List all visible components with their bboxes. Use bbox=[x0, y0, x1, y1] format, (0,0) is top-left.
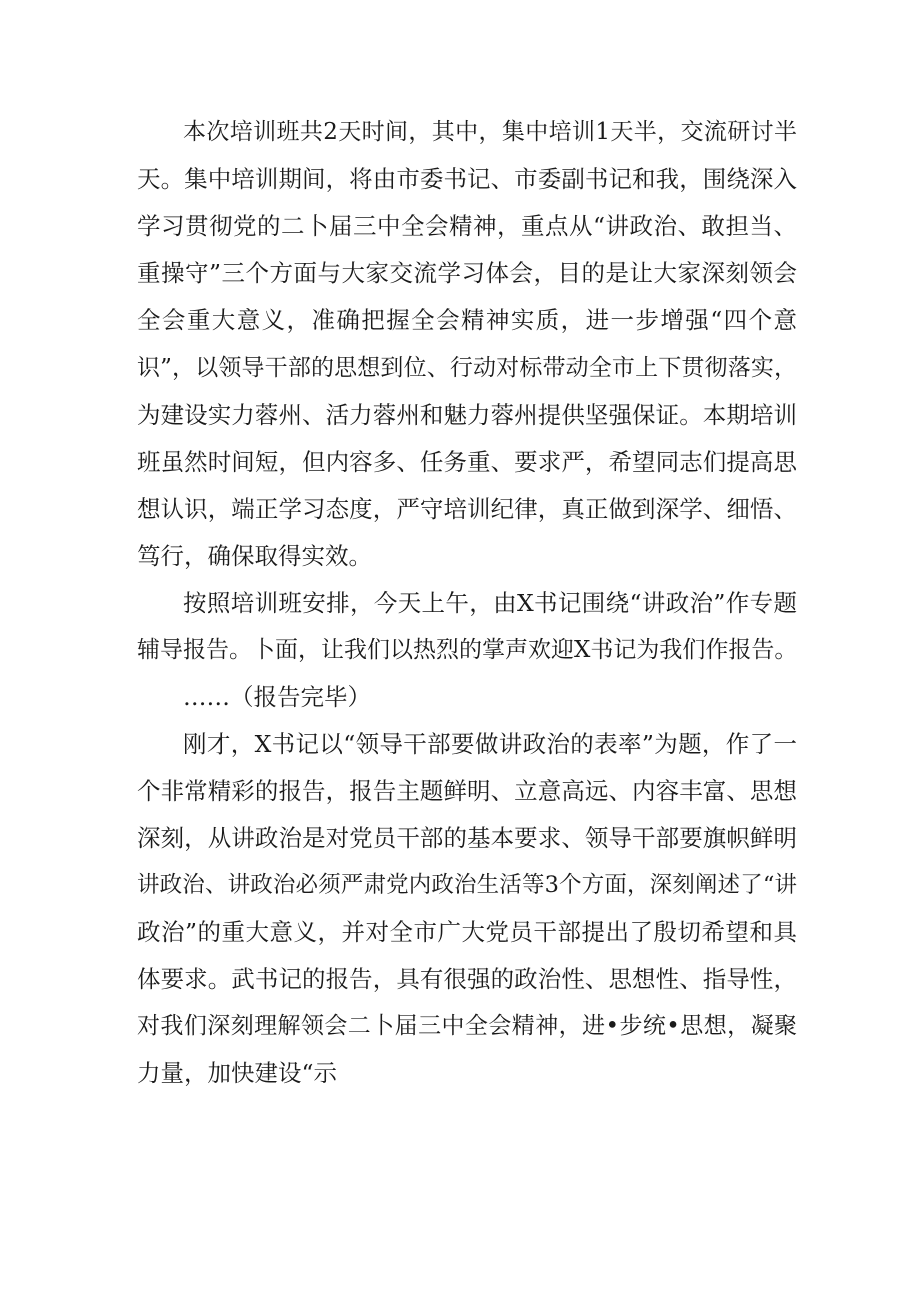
text-line: 个非常精彩的报告，报告主题鲜明、立意高远、内容丰富、思想 bbox=[137, 777, 797, 805]
text-line: 讲政治、讲政治必须严肃党内政治生活等3个方面，深刻阐述了“讲 bbox=[137, 872, 797, 898]
text-line: 辅导报告。卜面，让我们以热烈的掌声欢迎X书记为我们作报告。 bbox=[137, 637, 798, 663]
text-line: 全会重大意义，准确把握全会精神实质，进一步增强“四个意 bbox=[137, 306, 797, 334]
text-line: 对我们深刻理解领会二卜届三中全会精神，进•步统•思想，凝聚 bbox=[137, 1013, 797, 1039]
text-line: 学习贯彻党的二卜届三中全会精神，重点从“讲政治、敢担当、 bbox=[137, 212, 797, 240]
text-line: 班虽然时间短，但内容多、任务重、要求严，希望同志们提高思 bbox=[137, 448, 797, 476]
text-line: ……（报告完毕） bbox=[183, 683, 371, 711]
text-line: 识”，以领导干部的思想到位、行动对标带动全市上下贯彻落实， bbox=[137, 355, 797, 381]
text-line: 刚才，X书记以“领导干部要做讲政治的表率”为题，作了一 bbox=[183, 730, 797, 758]
text-line: 重操守”三个方面与大家交流学习体会，目的是让大家深刻领会 bbox=[137, 259, 797, 287]
text-line: 政治”的重大意义，并对全市广大党员干部提出了殷切希望和具 bbox=[137, 918, 797, 946]
text-line: 天。集中培训期间，将由市委书记、市委副书记和我，围绕深入 bbox=[137, 165, 797, 193]
text-line: 深刻，从讲政治是对党员干部的基本要求、领导干部要旗帜鲜明 bbox=[137, 824, 797, 852]
text-line: 按照培训班安排，今天上午，由X书记围绕“讲政治”作专题 bbox=[183, 589, 797, 617]
text-line: 想认识，端正学习态度，严守培训纪律，真正做到深学、细悟、 bbox=[137, 495, 797, 523]
text-line: 为建设实力蓉州、活力蓉州和魅力蓉州提供坚强保证。本期培训 bbox=[137, 401, 797, 429]
text-line: 力量，加快建设“示 bbox=[137, 1059, 338, 1087]
text-line: 本次培训班共2天时间，其中，集中培训1天半，交流研讨半 bbox=[183, 119, 797, 145]
text-line: 体要求。武书记的报告，具有很强的政治性、思想性、指导性， bbox=[137, 965, 797, 993]
text-line: 笃行，确保取得实效。 bbox=[137, 542, 372, 570]
